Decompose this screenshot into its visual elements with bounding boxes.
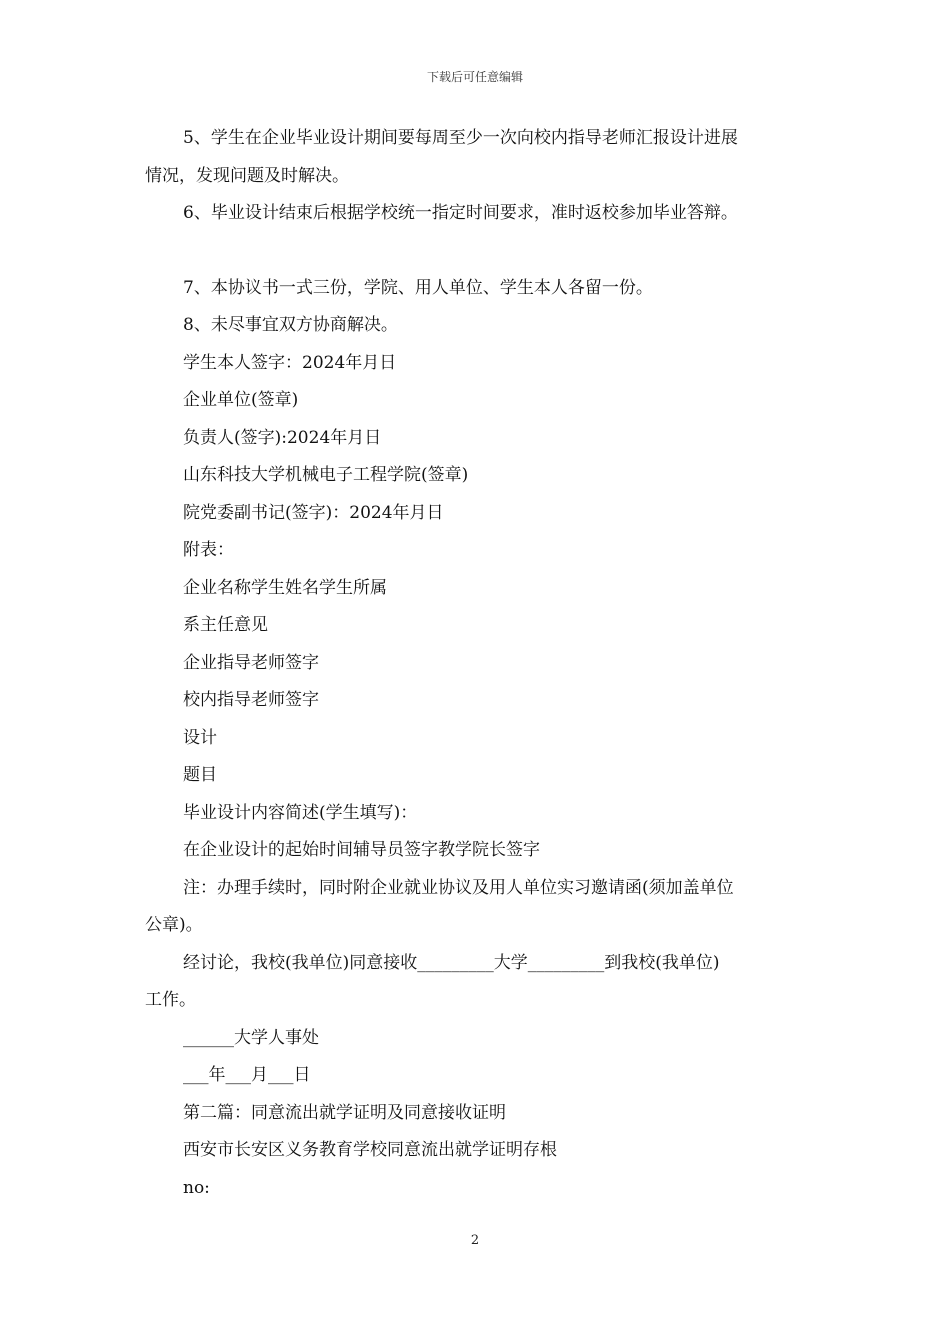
appendix-line: 企业指导老师签字 xyxy=(183,652,319,673)
appendix-line: 校内指导老师签字 xyxy=(183,690,319,710)
appendix-line: 毕业设计内容简述(学生填写)： xyxy=(183,802,418,823)
signature-line: 院党委副书记(签字)：2024年月日 xyxy=(183,502,444,523)
signature-line: 学生本人签字：2024年月日 xyxy=(183,352,397,373)
paragraph-line: no: xyxy=(183,1177,210,1198)
date-line: ___年___月___日 xyxy=(183,1065,311,1085)
page-number: 2 xyxy=(470,1233,480,1248)
paragraph-line: 工作。 xyxy=(145,990,196,1010)
appendix-heading: 附表： xyxy=(183,540,234,560)
paragraph-line: 西安市长安区义务教育学校同意流出就学证明存根 xyxy=(183,1140,557,1160)
appendix-line: 企业名称学生姓名学生所属 xyxy=(183,577,387,598)
signature-line: 企业单位(签章) xyxy=(183,390,299,410)
document-body xyxy=(145,120,810,1207)
section-heading: 第二篇：同意流出就学证明及同意接收证明 xyxy=(183,1102,506,1123)
note-line: 注：办理手续时，同时附企业就业协议及用人单位实习邀请函(须加盖单位 xyxy=(183,877,734,898)
signature-line: 负责人(签字):2024年月日 xyxy=(183,427,382,448)
paragraph-line: 7、本协议书一式三份，学院、用人单位、学生本人各留一份。 xyxy=(183,277,653,298)
paragraph-line: 6、毕业设计结束后根据学校统一指定时间要求，准时返校参加毕业答辩。 xyxy=(183,203,738,223)
paragraph-line: 8、未尽事宜双方协商解决。 xyxy=(183,315,398,335)
paragraph-line: 5、学生在企业毕业设计期间要每周至少一次向校内指导老师汇报设计进展 xyxy=(183,128,738,148)
page-header: 下载后可任意编辑 xyxy=(426,70,523,84)
appendix-line: 在企业设计的起始时间辅导员签字教学院长签字 xyxy=(183,840,540,860)
appendix-line: 设计 xyxy=(183,727,217,748)
appendix-line: 题目 xyxy=(183,765,217,785)
paragraph-line: 情况，发现问题及时解决。 xyxy=(145,165,349,186)
paragraph-line: ______大学人事处 xyxy=(183,1027,319,1048)
paragraph-line: 经讨论，我校(我单位)同意接收_________大学_________到我校(我单位) xyxy=(183,952,720,973)
note-line: 公章)。 xyxy=(145,915,203,935)
signature-line: 山东科技大学机械电子工程学院(签章) xyxy=(183,465,469,485)
appendix-line: 系主任意见 xyxy=(183,615,268,635)
